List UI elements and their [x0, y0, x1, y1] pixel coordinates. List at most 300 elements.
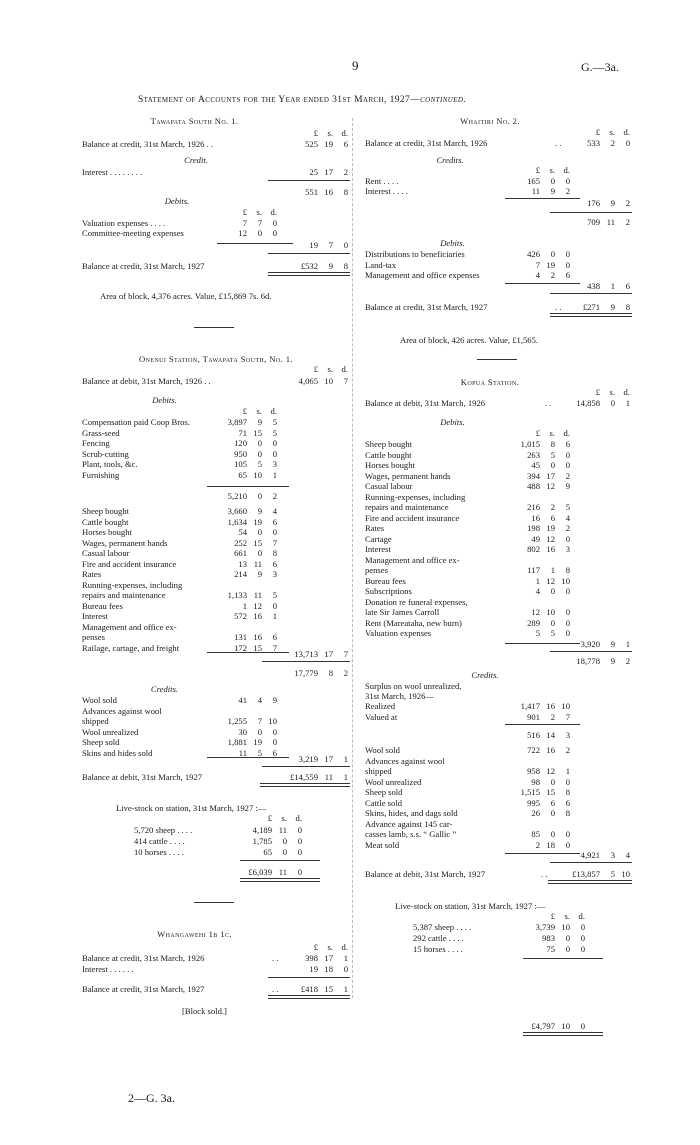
onenui-debit-b-3-pence: 7 — [272, 537, 277, 548]
kopua-debit-6-pounds: 216 — [527, 502, 540, 512]
whaitiri-credit-0-label: Rent . . . . — [365, 176, 399, 186]
onenui-subtotal-a-shillings: 0 — [257, 491, 262, 501]
kopua-live-1-pounds: 983 — [542, 933, 555, 943]
onenui-live-0-pence: 0 — [297, 825, 302, 835]
whaitiri-debit-2-shillings: 2 — [550, 270, 555, 280]
whangawehi-note: [Block sold.] — [182, 1006, 227, 1016]
whangawehi-closing-dots: . . — [272, 984, 279, 994]
kopua-debit-7-label: Fire and accident insurance — [365, 512, 460, 523]
kopua-credit-3-pence: 0 — [565, 776, 570, 787]
whaitiri-opening-shillings: 2 — [610, 138, 615, 148]
onenui-debit-b-9-label: Bureau fees — [82, 600, 123, 611]
onenui-debit-a-4-shillings: 5 — [257, 459, 262, 469]
kopua-credit-0-label: Wool sold — [365, 745, 400, 755]
onenui-debit-b-11-label: Management and office ex- — [82, 621, 177, 632]
whaitiri-debit-1-shillings: 19 — [546, 259, 555, 270]
onenui-debit-b-2-pence: 0 — [272, 527, 277, 537]
tawapata-subtotal-shillings: 16 — [324, 187, 333, 197]
kopua-debit-14-shillings: 0 — [550, 586, 555, 596]
kopua-closing-label: Balance at debit, 31st March, 1927 — [365, 869, 486, 879]
onenui-title: Onenui Station, Tawapata South, No. 1. — [139, 354, 293, 364]
kopua-live-total-shillings: 10 — [561, 1021, 570, 1031]
kopua-credit-9-label: Meat sold — [365, 839, 400, 850]
col-head-shillings: s. — [256, 406, 262, 416]
onenui-debit-b-0-pounds: 3,660 — [227, 506, 247, 516]
kopua-live-1-pence: 0 — [580, 933, 585, 943]
onenui-credit-total-pence: 1 — [343, 754, 348, 764]
tawapata-debit-1-shillings: 0 — [257, 228, 262, 238]
col-head-pounds: £ — [313, 942, 318, 952]
kopua-debit-6-shillings: 2 — [550, 502, 555, 512]
onenui-closing-pounds: £14,559 — [290, 772, 318, 782]
kopua-debit-3-label: Wages, permanent hands — [365, 470, 451, 481]
whaitiri-credit-head: Credits. — [436, 155, 464, 165]
kopua-debit-15-label: Donation re funeral expenses, — [365, 596, 468, 607]
whaitiri-credit-0-pounds: 165 — [527, 176, 540, 186]
kopua-debit-7-shillings: 6 — [550, 512, 555, 523]
whaitiri-rule-4 — [550, 293, 632, 294]
whaitiri-debit-1-label: Land-tax — [365, 259, 397, 270]
col-head-pounds: £ — [550, 911, 555, 921]
whangawehi-interest-shillings: 18 — [324, 964, 333, 974]
kopua-debit-7-pence: 4 — [565, 512, 570, 523]
kopua-credit-8-shillings: 0 — [550, 829, 555, 839]
kopua-debit-10-pence: 3 — [565, 544, 570, 554]
kopua-credit-3-shillings: 0 — [550, 776, 555, 787]
whaitiri-opening-pence: 0 — [625, 138, 630, 148]
whaitiri-title: Whaitiri No. 2. — [460, 116, 520, 126]
onenui-debit-b-10-label: Interest — [82, 611, 108, 621]
onenui-debit-a-0-shillings: 9 — [257, 417, 262, 427]
right-column — [365, 0, 630, 1145]
col-head-pence: d. — [295, 813, 302, 823]
onenui-debit-b-9-pounds: 1 — [242, 600, 247, 611]
col-head-pence: d. — [578, 911, 585, 921]
kopua-surplus-1-label: Valued at — [365, 711, 398, 722]
kopua-credit-8-pence: 0 — [565, 829, 570, 839]
kopua-live-0-pence: 0 — [580, 922, 585, 932]
kopua-live-label-2: 15 horses . . . . — [413, 944, 463, 954]
onenui-credit-head: Credits. — [150, 684, 179, 694]
onenui-debit-b-9-shillings: 12 — [253, 600, 262, 611]
onenui-debit-a-2-pence: 0 — [272, 438, 277, 448]
kopua-credit-4-pence: 8 — [565, 787, 570, 797]
whaitiri-credit-1-pounds: 11 — [531, 186, 540, 196]
onenui-debit-b-8-pence: 5 — [272, 590, 277, 600]
onenui-debit-b-2-shillings: 0 — [257, 527, 262, 537]
whaitiri-opening-dots: . . — [555, 138, 562, 148]
onenui-credit-5-pounds: 11 — [238, 747, 247, 758]
onenui-debit-b-13-pence: 7 — [272, 642, 277, 653]
whangawehi-rule-2 — [268, 995, 350, 999]
kopua-debit-2-shillings: 0 — [550, 460, 555, 470]
onenui-grand-pounds: 17,779 — [294, 668, 318, 678]
page-title-text: Statement of Accounts for the Year ended 31st March, 1927— — [138, 95, 421, 105]
onenui-credit-0-pence: 9 — [272, 695, 277, 705]
kopua-surplus-0-pence: 10 — [561, 701, 570, 711]
onenui-debit-b-8-shillings: 11 — [253, 590, 262, 600]
kopua-debit-4-pounds: 488 — [527, 481, 540, 491]
col-head-pence: d. — [270, 406, 277, 416]
kopua-credit-1-label: Advances against wool — [365, 755, 445, 766]
kopua-debit-16-label: late Sir James Carroll — [365, 607, 440, 617]
col-head-pounds: £ — [595, 127, 600, 137]
kopua-debit-9-label: Cartage — [365, 533, 392, 544]
kopua-credit-6-shillings: 0 — [550, 808, 555, 818]
tawapata-debit-total-pence: 0 — [343, 240, 348, 250]
col-head-pence: d. — [563, 165, 570, 175]
kopua-live-2-pence: 0 — [580, 944, 585, 954]
kopua-grand-pence: 2 — [625, 656, 630, 666]
kopua-live-head: Live-stock on station, 31st March, 1927 :— — [395, 901, 546, 911]
tawapata-subtotal-pounds: 551 — [305, 187, 318, 197]
col-head-shillings: s. — [327, 128, 333, 138]
onenui-credit-3-pence: 0 — [272, 726, 277, 737]
whaitiri-credit-total-shillings: 9 — [610, 198, 615, 208]
kopua-debit-12-shillings: 1 — [550, 565, 555, 575]
kopua-surplus-0-label: Realized — [365, 701, 396, 711]
kopua-opening-pounds: 14,858 — [576, 398, 600, 408]
onenui-credit-3-pounds: 30 — [238, 726, 247, 737]
kopua-debit-3-pence: 2 — [565, 470, 570, 481]
tawapata-debit-1-pence: 0 — [272, 228, 277, 238]
onenui-debit-b-12-shillings: 16 — [253, 632, 262, 642]
kopua-debit-12-pence: 8 — [565, 565, 570, 575]
kopua-rule-7 — [523, 958, 603, 959]
onenui-debit-b-12-pence: 6 — [272, 632, 277, 642]
whaitiri-rule-2 — [550, 212, 632, 213]
tawapata-debit-0-pounds: 7 — [242, 218, 247, 228]
col-head-shillings: s. — [256, 207, 262, 217]
whangawehi-interest-pence: 0 — [343, 964, 348, 974]
tawapata-debit-0-shillings: 7 — [257, 218, 262, 228]
onenui-credit-0-pounds: 41 — [238, 695, 247, 705]
tawapata-closing-pence: 8 — [343, 261, 348, 271]
kopua-debit-10-pounds: 802 — [527, 544, 540, 554]
onenui-live-total-shillings: 11 — [278, 867, 287, 877]
kopua-debit-13-shillings: 12 — [546, 575, 555, 586]
whaitiri-debit-0-pounds: 426 — [527, 249, 540, 259]
kopua-rule-6 — [548, 880, 632, 884]
whangawehi-closing-pounds: £418 — [300, 984, 318, 994]
col-head-pounds: £ — [535, 165, 540, 175]
kopua-rule-8 — [523, 1032, 603, 1036]
onenui-debit-b-12-pounds: 131 — [234, 632, 247, 642]
onenui-live-2-pence: 0 — [297, 847, 302, 857]
col-head-pence: d. — [563, 428, 570, 438]
onenui-live-total-pence: 0 — [297, 867, 302, 877]
kopua-debit-2-label: Horses bought — [365, 460, 415, 470]
kopua-grand-shillings: 9 — [610, 656, 615, 666]
whaitiri-debit-0-pence: 0 — [565, 249, 570, 259]
whaitiri-subtotal-pence: 2 — [625, 217, 630, 227]
whangawehi-opening-pence: 1 — [343, 953, 348, 963]
onenui-debit-b-5-label: Fire and accident insurance — [82, 558, 177, 569]
kopua-rule-3 — [505, 724, 580, 725]
kopua-debit-4-shillings: 12 — [546, 481, 555, 491]
kopua-debit-16-pounds: 12 — [531, 607, 540, 617]
kopua-credit-5-shillings: 6 — [550, 797, 555, 808]
onenui-debit-b-3-label: Wages, permanent hands — [82, 537, 168, 548]
onenui-rule-3 — [262, 661, 350, 662]
kopua-credit-0-shillings: 16 — [546, 745, 555, 755]
tawapata-debit-total-pounds: 19 — [309, 240, 318, 250]
kopua-debit-total-pounds: 3,920 — [580, 639, 600, 649]
whaitiri-closing-pounds: £271 — [582, 302, 600, 312]
col-head-pence: d. — [270, 207, 277, 217]
whaitiri-note: Area of block, 426 acres. Value, £1,565. — [400, 335, 539, 345]
col-head-pence: d. — [341, 364, 348, 374]
onenui-debit-b-3-shillings: 15 — [253, 537, 262, 548]
kopua-credit-9-pounds: 2 — [535, 839, 540, 850]
whangawehi-opening-dots: . . — [272, 953, 279, 963]
tawapata-debit-0-pence: 0 — [272, 218, 277, 228]
kopua-debit-9-pence: 0 — [565, 533, 570, 544]
onenui-grand-shillings: 8 — [328, 668, 333, 678]
col-head-pounds: £ — [267, 813, 272, 823]
kopua-debit-0-label: Sheep bought — [365, 439, 413, 449]
kopua-credit-3-pounds: 98 — [531, 776, 540, 787]
onenui-debit-b-5-pounds: 13 — [238, 558, 247, 569]
onenui-debit-b-6-shillings: 9 — [257, 569, 262, 579]
kopua-surplus-net-pounds: 516 — [527, 730, 540, 740]
onenui-debit-b-8-label: repairs and maintenance — [82, 590, 166, 600]
tawapata-credit-head: Credit. — [184, 155, 208, 165]
col-head-shillings: s. — [609, 127, 615, 137]
col-head-shillings: s. — [549, 428, 555, 438]
onenui-debit-a-5-label: Furnishing — [82, 469, 120, 480]
tawapata-debit-0-label: Valuation expenses . . . . — [82, 218, 166, 228]
kopua-credit-4-shillings: 15 — [546, 787, 555, 797]
onenui-debit-a-0-pence: 5 — [272, 417, 277, 427]
kopua-debit-5-label: Running-expenses, including — [365, 491, 466, 502]
kopua-live-label-0: 5,387 sheep . . . . — [413, 922, 472, 932]
tawapata-interest-shillings: 17 — [324, 167, 333, 177]
kopua-debit-18-shillings: 5 — [550, 628, 555, 638]
kopua-live-total-pounds: £4,797 — [531, 1021, 555, 1031]
kopua-debit-13-pence: 10 — [561, 575, 570, 586]
onenui-credit-4-shillings: 19 — [253, 737, 262, 747]
tawapata-interest-label: Interest . . . . . . . . — [82, 167, 143, 177]
kopua-surplus-0-shillings: 16 — [546, 701, 555, 711]
onenui-rule-5 — [262, 766, 350, 767]
onenui-live-total-pounds: £6,039 — [248, 867, 272, 877]
onenui-rule-1 — [207, 486, 289, 487]
onenui-subtotal-a-pounds: 5,210 — [227, 491, 247, 501]
onenui-debit-a-1-shillings: 15 — [253, 427, 262, 438]
kopua-opening-shillings: 0 — [610, 398, 615, 408]
onenui-debit-a-5-pounds: 65 — [238, 469, 247, 480]
kopua-debit-1-label: Cattle bought — [365, 449, 412, 460]
onenui-live-label-2: 10 horses . . . . — [134, 847, 184, 857]
kopua-debit-8-label: Rates — [365, 523, 385, 533]
onenui-debit-a-2-shillings: 0 — [257, 438, 262, 448]
kopua-debit-17-label: Rent (Mareataha, new burn) — [365, 617, 462, 628]
kopua-credit-9-shillings: 18 — [546, 839, 555, 850]
onenui-opening-shillings: 10 — [324, 376, 333, 386]
onenui-credit-3-label: Wool unrealized — [82, 726, 139, 737]
onenui-closing-label: Balance at debit, 31st March, 1927 — [82, 772, 203, 782]
onenui-rule-7 — [240, 860, 320, 861]
kopua-debit-0-pounds: 1,015 — [520, 439, 540, 449]
tawapata-interest-pence: 2 — [343, 167, 348, 177]
kopua-debit-8-pounds: 198 — [527, 523, 540, 533]
onenui-credit-0-label: Wool sold — [82, 695, 117, 705]
onenui-credit-total-pounds: 3,219 — [298, 754, 318, 764]
whaitiri-closing-pence: 8 — [625, 302, 630, 312]
onenui-live-0-pounds: 4,189 — [252, 825, 272, 835]
tawapata-debit-head: Debits. — [164, 196, 190, 206]
onenui-live-label-0: 5,720 sheep . . . . — [134, 825, 193, 835]
footer-code: 2—G. 3a. — [128, 1091, 175, 1105]
col-head-shillings: s. — [327, 942, 333, 952]
kopua-debit-0-shillings: 8 — [550, 439, 555, 449]
kopua-live-1-shillings: 0 — [565, 933, 570, 943]
kopua-debit-2-pence: 0 — [565, 460, 570, 470]
onenui-debit-b-13-shillings: 15 — [253, 642, 262, 653]
kopua-debit-10-shillings: 16 — [546, 544, 555, 554]
onenui-debit-a-1-pounds: 71 — [238, 427, 247, 438]
whangawehi-opening-shillings: 17 — [324, 953, 333, 963]
tawapata-opening-shillings: 19 — [324, 139, 333, 149]
whaitiri-credit-1-label: Interest . . . . — [365, 186, 408, 196]
kopua-debit-head: Debits. — [440, 417, 465, 427]
onenui-debit-b-4-pounds: 661 — [234, 548, 247, 558]
onenui-debit-b-6-label: Rates — [82, 569, 102, 579]
onenui-debit-a-1-pence: 5 — [272, 427, 277, 438]
kopua-opening-pence: 1 — [625, 398, 630, 408]
kopua-surplus-0-pounds: 1,417 — [520, 701, 540, 711]
kopua-debit-4-label: Casual labour — [365, 481, 413, 491]
onenui-debit-total-shillings: 17 — [324, 649, 333, 659]
onenui-credit-4-pounds: 1,881 — [227, 737, 247, 747]
kopua-surplus-net-pence: 3 — [565, 730, 570, 740]
kopua-credit-2-pounds: 958 — [527, 766, 540, 776]
col-head-pounds: £ — [595, 387, 600, 397]
kopua-live-0-pounds: 3,739 — [535, 922, 555, 932]
onenui-debit-b-0-shillings: 9 — [257, 506, 262, 516]
tawapata-title: Tawapata South No. 1. — [150, 116, 239, 126]
tawapata-rule-3 — [268, 253, 350, 254]
whangawehi-interest-pounds: 19 — [309, 964, 318, 974]
kopua-credit-0-pounds: 722 — [527, 745, 540, 755]
kopua-debit-12-pounds: 117 — [527, 565, 540, 575]
kopua-credit-2-label: shipped — [365, 766, 392, 776]
kopua-debit-11-label: Management and office ex- — [365, 554, 460, 565]
onenui-debit-a-2-label: Fencing — [82, 438, 110, 448]
whangawehi-rule-1 — [268, 977, 350, 978]
kopua-credit-total-shillings: 3 — [610, 850, 615, 860]
onenui-subtotal-a-pence: 2 — [272, 491, 277, 501]
kopua-debit-6-label: repairs and maintenance — [365, 502, 449, 512]
kopua-debit-1-shillings: 5 — [550, 449, 555, 460]
onenui-credit-2-pounds: 1,255 — [227, 716, 247, 726]
onenui-credit-5-shillings: 5 — [257, 747, 262, 758]
onenui-debit-b-6-pence: 3 — [272, 569, 277, 579]
onenui-live-0-shillings: 11 — [278, 825, 287, 835]
onenui-debit-b-4-pence: 8 — [272, 548, 277, 558]
whaitiri-debit-total-pence: 6 — [625, 281, 630, 291]
onenui-debit-b-12-label: penses — [82, 632, 105, 642]
tawapata-interest-pounds: 25 — [309, 167, 318, 177]
onenui-debit-b-7-label: Running-expenses, including — [82, 579, 183, 590]
whangawehi-opening-pounds: 398 — [305, 953, 318, 963]
tawapata-note: Area of block, 4,376 acres. Value, £15,869 7s. 6d. — [100, 291, 272, 301]
kopua-credit-6-pence: 8 — [565, 808, 570, 818]
kopua-credit-total-pounds: 4,921 — [580, 850, 600, 860]
whaitiri-credit-1-shillings: 9 — [550, 186, 555, 196]
whaitiri-opening-label: Balance at credit, 31st March, 1926 — [365, 138, 488, 148]
onenui-debit-a-3-shillings: 0 — [257, 448, 262, 459]
whaitiri-closing-dots: . . — [555, 302, 562, 312]
onenui-closing-pence: 1 — [343, 772, 348, 782]
onenui-debit-a-3-pence: 0 — [272, 448, 277, 459]
onenui-debit-a-4-pence: 3 — [272, 459, 277, 469]
onenui-debit-b-4-label: Casual labour — [82, 548, 130, 558]
whangawehi-closing-label: Balance at credit, 31st March, 1927 — [82, 984, 205, 994]
onenui-credit-3-shillings: 0 — [257, 726, 262, 737]
kopua-debit-18-label: Valuation expenses — [365, 628, 432, 638]
kopua-closing-pence: 10 — [621, 869, 630, 879]
kopua-debit-3-pounds: 394 — [527, 470, 540, 481]
whaitiri-closing-label: Balance at credit, 31st March, 1927 — [365, 302, 488, 312]
tawapata-opening-pounds: 525 — [305, 139, 318, 149]
kopua-debit-1-pounds: 263 — [527, 449, 540, 460]
onenui-credit-4-label: Sheep sold — [82, 737, 120, 747]
onenui-credit-2-shillings: 7 — [257, 716, 262, 726]
onenui-live-1-pounds: 1,785 — [252, 836, 272, 846]
kopua-credit-0-pence: 2 — [565, 745, 570, 755]
col-head-shillings: s. — [327, 364, 333, 374]
kopua-credit-4-label: Sheep sold — [365, 787, 403, 797]
kopua-opening-dots: . . — [545, 398, 552, 408]
onenui-debit-a-4-label: Plant, tools, &c. — [82, 459, 138, 469]
whaitiri-section-divider — [477, 359, 517, 360]
col-head-pounds: £ — [242, 406, 247, 416]
whangawehi-closing-shillings: 15 — [324, 984, 333, 994]
kopua-credit-4-pounds: 1,515 — [520, 787, 540, 797]
tawapata-opening-pence: 6 — [343, 139, 348, 149]
col-head-shillings: s. — [549, 165, 555, 175]
onenui-credit-5-pence: 6 — [272, 747, 277, 758]
kopua-live-label-1: 292 cattle . . . . — [413, 933, 464, 943]
onenui-debit-b-4-shillings: 0 — [257, 548, 262, 558]
kopua-debit-8-shillings: 19 — [546, 523, 555, 533]
whaitiri-debit-0-shillings: 0 — [550, 249, 555, 259]
kopua-debit-18-pounds: 5 — [535, 628, 540, 638]
kopua-surplus-1-shillings: 2 — [550, 711, 555, 722]
col-head-shillings: s. — [281, 813, 287, 823]
whangawehi-closing-pence: 1 — [343, 984, 348, 994]
kopua-grand-pounds: 18,778 — [576, 656, 600, 666]
kopua-credit-6-pounds: 26 — [531, 808, 540, 818]
tawapata-debit-total-shillings: 7 — [328, 240, 333, 250]
onenui-debit-head: Debits. — [152, 395, 177, 405]
col-head-shillings: s. — [564, 911, 570, 921]
col-head-shillings: s. — [609, 387, 615, 397]
kopua-debit-9-pounds: 49 — [531, 533, 540, 544]
kopua-debit-12-label: penses — [365, 565, 388, 575]
kopua-debit-17-pounds: 289 — [527, 617, 540, 628]
onenui-credit-4-pence: 0 — [272, 737, 277, 747]
onenui-opening-pounds: 4,065 — [298, 376, 318, 386]
onenui-debit-a-2-pounds: 120 — [234, 438, 247, 448]
kopua-debit-18-pence: 0 — [565, 628, 570, 638]
kopua-rule-5 — [550, 862, 632, 863]
onenui-debit-a-4-pounds: 105 — [234, 459, 247, 469]
onenui-debit-b-9-pence: 0 — [272, 600, 277, 611]
onenui-grand-pence: 2 — [343, 668, 348, 678]
